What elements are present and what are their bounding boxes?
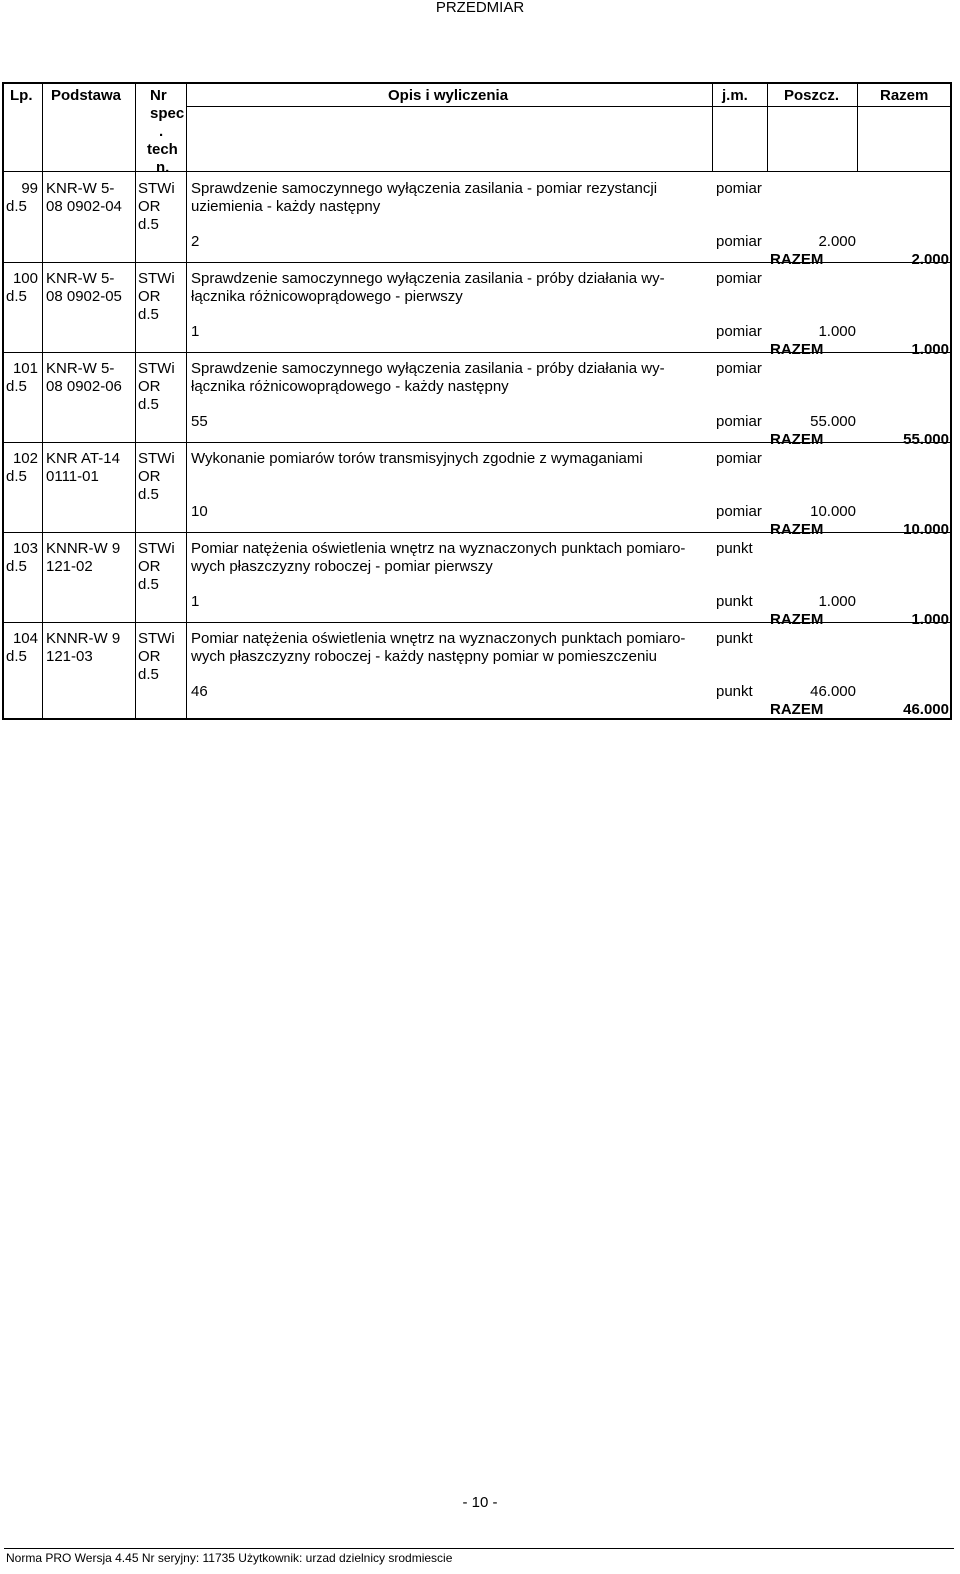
header-underline [186, 106, 950, 107]
col-header-nr-spec-5: n. [156, 159, 170, 176]
cost-estimate-table: Lp. Podstawa Nr spec . tech n. Opis i wyliczenia j.m. Poszcz. Razem 99 d.5 KNR-W 5- 08 0902-04 STWi OR d.5 Sprawdzenie samoczynnego wyłączenia zasilania - pomiar rezystancji uziemienia - każdy następny pomiar 2 pomiar 2.000 RAZEM 2.000 100 d.5 KNR-W 5- 08 0902-05 STWi OR d.5 Sprawdzenie samoczynnego wyłączenia zasilania - próby działania wy- łącznika różnicowoprądowego - pierwszy pomiar 1 pomiar 1.000 RAZEM 1.000 101 d.5 KNR-W 5- 08 0902-06 STWi OR d.5 Sprawdzenie samoczynnego wyłączenia zasilania - próby działania wy- łącznika różnicowoprądowego - każdy następny pomiar 55 pomiar 55.000 RAZEM 55.000 102 d.5 KNR AT-14 0111-01 STWi OR d.5 Wykonanie pomiarów torów transmisyjnych zgodnie z wymaganiami pomiar 10 pomiar 10.000 RAZEM 10.000 103 d.5 KNNR-W 9 121-02 STWi OR d.5 Pomiar natężenia oświetlenia wnętrz na wyznaczonych punktach pomiaro- wych płaszczyzny roboczej - pomiar pierwszy punkt 1 punkt 1.000 RAZEM 1.000 104 d.5 KNNR-W 9 121-03 STWi OR d.5 Pomiar natężenia oświetlenia wnętrz na wyznaczonych punktach pomiaro- wych płaszczyzny roboczej - każdy następny pomiar w pomieszczeniu punkt 46 punkt 46.000 RAZEM 46.000 [2, 82, 952, 720]
col-header-razem: Razem [880, 87, 929, 104]
col-divider-poszcz [857, 84, 858, 172]
footer-divider [4, 1548, 954, 1549]
col-divider-opis [712, 84, 713, 172]
col-header-nr-spec-2: spec [150, 105, 185, 122]
page-number: - 10 - [462, 1494, 498, 1511]
col-header-podstawa: Podstawa [51, 87, 122, 104]
header-bottom-line [4, 171, 950, 172]
col-header-poszcz: Poszcz. [784, 87, 840, 104]
footer-software-info: Norma PRO Wersja 4.45 Nr seryjny: 11735 Użytkownik: urzad dzielnicy srodmiescie [6, 1551, 453, 1565]
page-title: PRZEDMIAR [435, 0, 525, 16]
col-header-lp: Lp. [10, 87, 33, 104]
col-header-opis: Opis i wyliczenia [388, 87, 509, 104]
col-header-nr-spec-3: . [159, 123, 164, 140]
col-divider-jm [767, 84, 768, 172]
col-header-jm: j.m. [722, 87, 748, 104]
col-header-nr-spec-4: tech [147, 141, 178, 158]
col-header-nr-spec-1: Nr [150, 87, 167, 104]
